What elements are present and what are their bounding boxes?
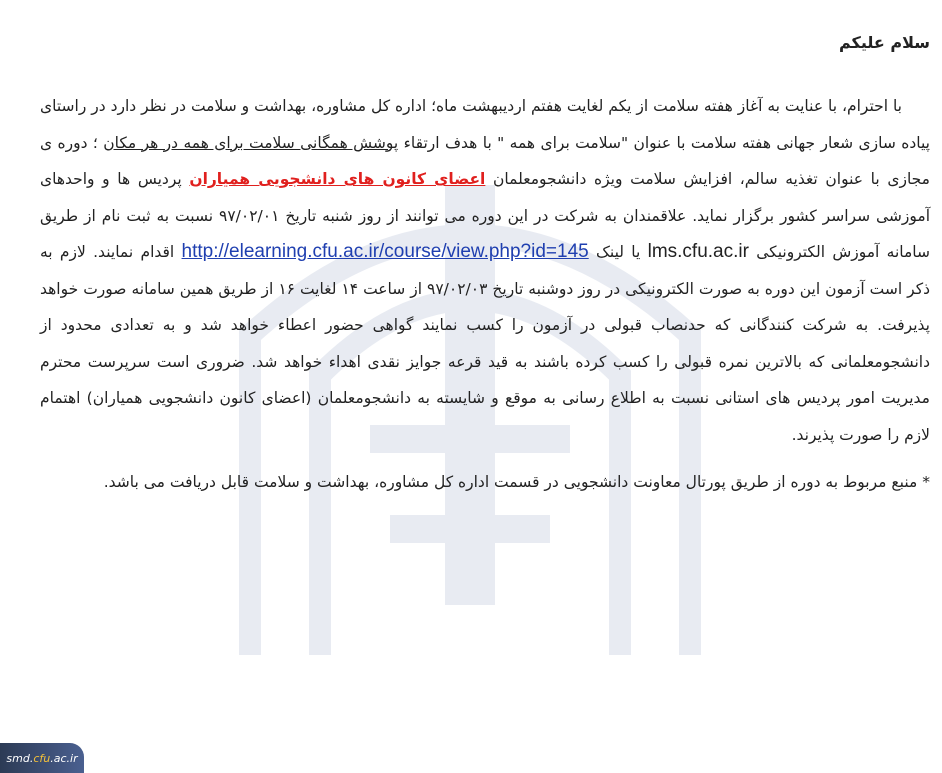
paragraph-rest: اقدام نمایند. لازم به ذکر است آزمون این دوره به صورت الکترونیکی در روز دوشنبه تاریخ ۹۷/۰۲/۰۳ از ساعت ۱۴ لغایت ۱۶ از طریق همین سامانه صورت خواهد پذیرفت. به شرکت کنندگانی که حدنصاب قبولی در آزمون را کسب نمایند گواهی حضور اعطاء خواهد شد و به تعدادی محدود از دانشجومعلمانی که بالاترین نمره قبولی را کسب کرده باشند به قید قرعه جوایز نقدی اهداء خواهد شد. ضروری است سرپرست محترم مدیریت امور پردیس های استانی نسبت به اطلاع رسانی به موقع و شایسته به دانشجومعلمان (اعضای کانون دانشجویی همیاران) اهتمام لازم را صورت پذیرند. xyxy=(40,243,930,444)
paragraph-intro: با احترام، با عنایت به آغاز هفته سلامت از یکم لغایت هفتم اردیبهشت ماه؛ اداره کل مشاوره، بهداشت و سلامت در نظر دارد در راستای پیاده سازی شعار جهانی هفته سلامت با عنوان "سلامت برای همه " با هدف ارتقاء xyxy=(40,97,930,152)
logo-prefix: smd. xyxy=(6,751,34,765)
members-highlight: اعضای کانون های دانشجویی همیاران xyxy=(189,170,486,188)
letter-body xyxy=(40,30,930,501)
footnote: * منبع مربوط به دوره از طریق پورتال معاونت دانشجویی در قسمت اداره کل مشاوره، بهداشت و سلامت قابل دریافت می باشد. xyxy=(103,473,930,491)
logo-suffix: .ac.ir xyxy=(50,751,78,765)
paragraph-middle-2: پردیس ها و واحدهای آموزشی سراسر کشور برگزار نماید. علاقمندان به شرکت در این دوره می توانند از روز شنبه تاریخ ۹۷/۰۲/۰۱ نسبت به ثبت نام از طریق سامانه آموزش الکترونیکی xyxy=(40,170,930,261)
paragraph-middle-3: یا لینک xyxy=(588,243,648,261)
logo-accent: cfu xyxy=(33,751,51,765)
course-link[interactable]: http://elearning.cfu.ac.ir/course/view.php?id=145 xyxy=(181,241,589,262)
slogan-text: پوشش همگانی سلامت برای همه در هر مکان xyxy=(103,133,399,152)
greeting-heading: سلام علیکم xyxy=(838,33,930,52)
site-logo xyxy=(0,743,84,773)
announcement-paragraph xyxy=(40,88,930,453)
paragraph-middle-1: ؛ دوره ی مجازی با عنوان تغذیه سالم، افزایش سلامت ویژه دانشجومعلمان xyxy=(40,133,930,188)
lms-address: lms.cfu.ac.ir xyxy=(647,241,749,262)
